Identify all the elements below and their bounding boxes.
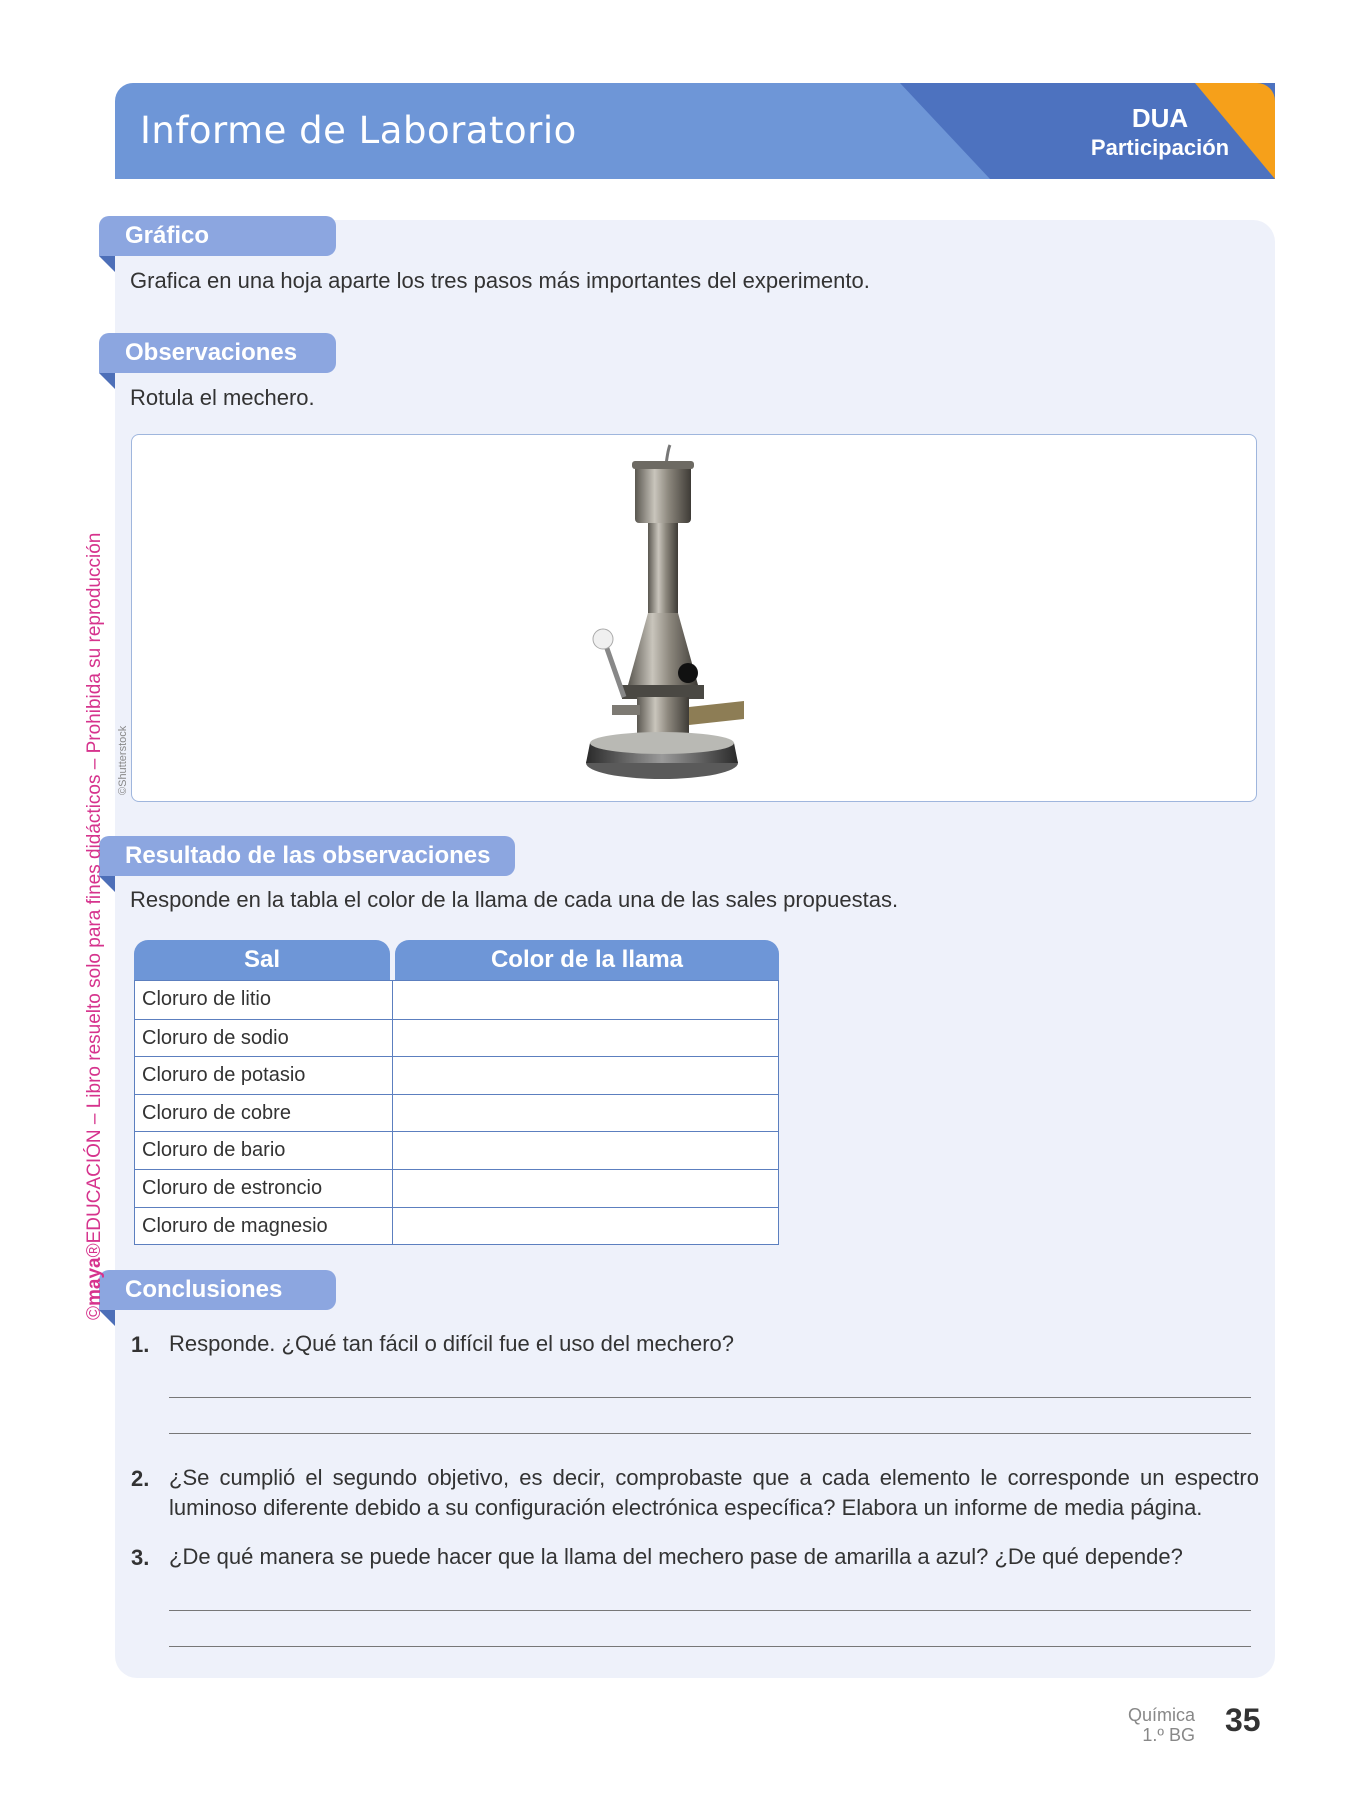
footer-subject	[1095, 1705, 1195, 1745]
salt-cell: Cloruro de litio	[135, 981, 393, 1019]
burner-image-box	[131, 434, 1257, 802]
answer-line[interactable]	[169, 1397, 1251, 1398]
answer-line[interactable]	[169, 1433, 1251, 1434]
section-tab-grafico: Gráfico	[99, 216, 336, 256]
bunsen-burner-image	[132, 435, 1258, 803]
flame-color-cell[interactable]	[393, 981, 778, 1019]
page-title: Informe de Laboratorio	[140, 109, 577, 152]
brand-logo: maya	[84, 1257, 105, 1306]
question-text: ¿Se cumplió el segundo objetivo, es decir, comprobaste que a cada elemento le corresponde un espectro luminoso diferente debido a su configuración electrónica específica? Elabora un informe de media página.	[169, 1465, 1259, 1520]
subject-name: Química	[1127, 1705, 1195, 1725]
salt-cell: Cloruro de estroncio	[135, 1170, 393, 1207]
flame-color-cell[interactable]	[393, 1132, 778, 1169]
salt-cell: Cloruro de magnesio	[135, 1208, 393, 1245]
table-body	[134, 980, 779, 1245]
question-text: Responde. ¿Qué tan fácil o difícil fue el uso del mechero?	[169, 1331, 734, 1356]
grafico-instruction: Grafica en una hoja aparte los tres pasos más importantes del experimento.	[130, 268, 870, 293]
flame-color-cell[interactable]	[393, 1208, 778, 1245]
salt-cell: Cloruro de potasio	[135, 1057, 393, 1094]
resultado-instruction: Responde en la tabla el color de la llama de cada una de las sales propuestas.	[130, 887, 899, 912]
salt-cell: Cloruro de bario	[135, 1132, 393, 1169]
question-number: 1.	[131, 1332, 150, 1357]
dua-sublabel: Participación	[1090, 135, 1230, 160]
salt-cell: Cloruro de cobre	[135, 1095, 393, 1132]
observaciones-instruction: Rotula el mechero.	[130, 385, 315, 410]
table-row	[135, 1019, 778, 1057]
flame-color-cell[interactable]	[393, 1057, 778, 1094]
table-row	[135, 1131, 778, 1169]
table-header-sal: Sal	[134, 940, 390, 980]
question-number: 3.	[131, 1545, 150, 1570]
side-notice: ®EDUCACIÓN – Libro resuelto solo para fines didácticos – Prohibida su reproducción	[84, 532, 105, 1258]
side-copyright-text	[84, 533, 106, 1320]
flame-color-cell[interactable]	[393, 1170, 778, 1207]
table-row	[135, 981, 778, 1019]
answer-line[interactable]	[169, 1610, 1251, 1611]
section-tab-observaciones: Observaciones	[99, 333, 336, 373]
table-header-color: Color de la llama	[395, 940, 779, 980]
grade-level: 1.º BG	[1142, 1725, 1195, 1745]
page-number: 35	[1225, 1702, 1261, 1738]
table-row	[135, 1094, 778, 1132]
flame-color-cell[interactable]	[393, 1095, 778, 1132]
table-row	[135, 1207, 778, 1245]
flame-color-cell[interactable]	[393, 1020, 778, 1057]
copyright-symbol: ©	[84, 1306, 105, 1320]
image-credit: ©Shutterstock	[117, 725, 129, 795]
dua-label: DUA	[1131, 103, 1189, 133]
table-row	[135, 1056, 778, 1094]
header-banner	[115, 83, 1275, 179]
answer-line[interactable]	[169, 1646, 1251, 1647]
section-tab-conclusiones: Conclusiones	[99, 1270, 336, 1310]
section-tab-resultado: Resultado de las observaciones	[99, 836, 515, 876]
salt-cell: Cloruro de sodio	[135, 1020, 393, 1057]
question-number: 2.	[131, 1466, 150, 1491]
table-row	[135, 1169, 778, 1207]
question-text: ¿De qué manera se puede hacer que la llama del mechero pase de amarilla a azul? ¿De qué depende?	[169, 1544, 1183, 1569]
